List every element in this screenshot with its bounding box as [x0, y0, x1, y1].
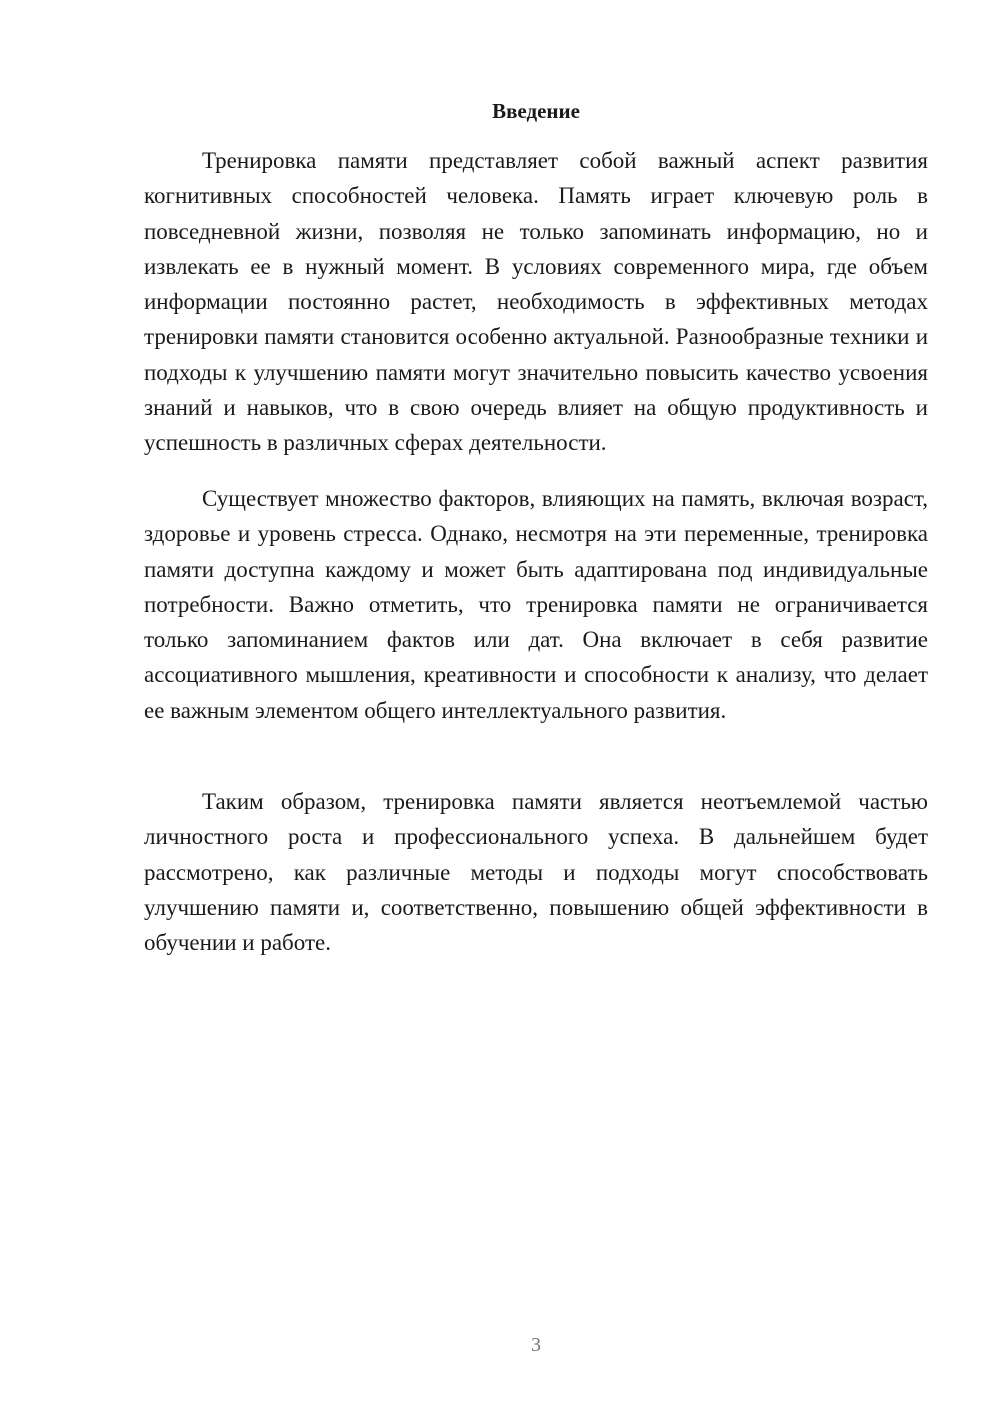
- paragraph-text: Существует множество факторов, влияющих на память, включая возраст, здоровье и уровень стресса. Однако, несмотря на эти переменные, тренировка памяти доступна каждому и может быть адаптирована под индивидуальные потребности. Важно отметить, что тренировка памяти не ограничивается только запоминанием фактов или дат. Она включает в себя развитие ассоциативного мышления, креативности и способности к анализу, что делает ее важным элементом общего интеллектуального развития.: [144, 486, 928, 723]
- paragraph-1: [144, 143, 928, 461]
- section-title: Введение: [492, 99, 580, 123]
- paragraph-text: Тренировка памяти представляет собой важный аспект развития когнитивных способностей человека. Память играет ключевую роль в повседневной жизни, позволяя не только запоминать информацию, но и извлекать ее в нужный момент. В условиях современного мира, где объем информации постоянно растет, необходимость в эффективных методах тренировки памяти становится особенно актуальной. Разнообразные техники и подходы к улучшению памяти могут значительно повысить качество усвоения знаний и навыков, что в свою очередь влияет на общую продуктивность и успешность в различных сферах деятельности.: [144, 148, 928, 456]
- paragraph-text: Таким образом, тренировка памяти является неотъемлемой частью личностного роста и профессионального успеха. В дальнейшем будет рассмотрено, как различные методы и подходы могут способствовать улучшению памяти и, соответственно, повышению общей эффективности в обучении и работе.: [144, 789, 928, 956]
- page-number: 3: [531, 1334, 541, 1356]
- paragraph-3: [144, 784, 928, 960]
- paragraph-2: [144, 481, 928, 728]
